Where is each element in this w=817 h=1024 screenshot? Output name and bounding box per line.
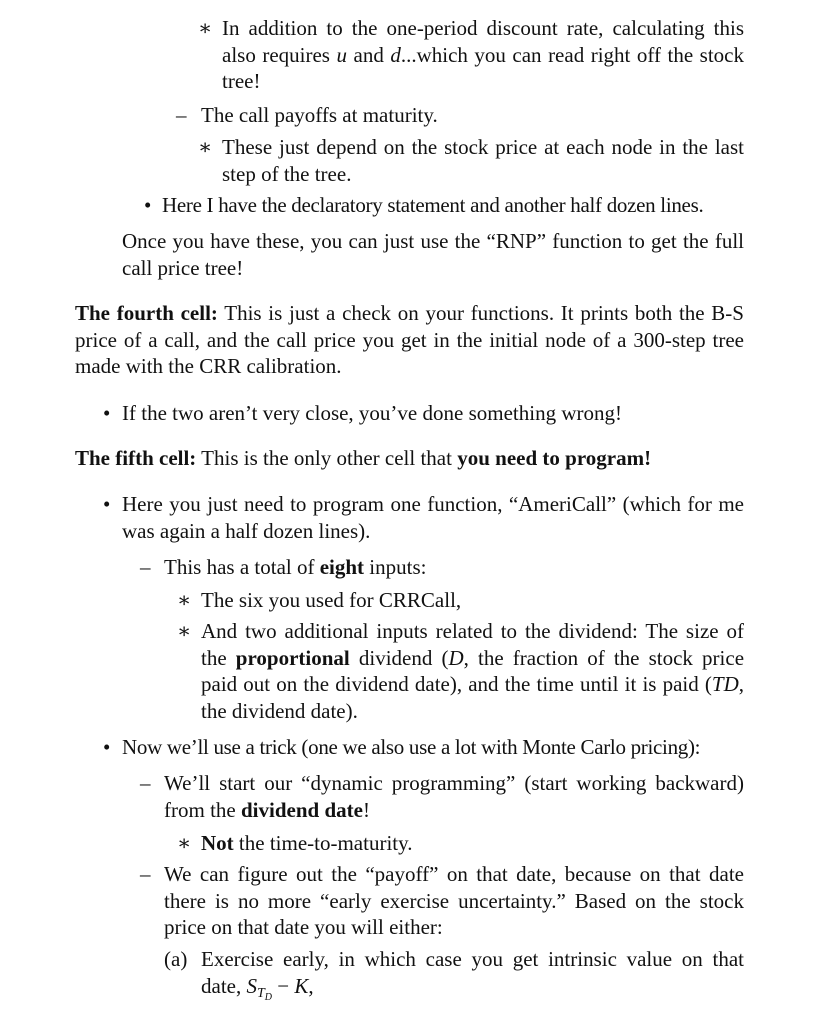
text-span: Here you just need to program one function, “AmeriCall” (which for me was again a half dozen lines). (122, 492, 744, 543)
text-span: If the two aren’t very close, you’ve done something wrong! (122, 401, 622, 425)
list-item-trick (122, 734, 754, 761)
math-subscript-T: T (256, 985, 265, 1001)
dash-bullet-icon: – (140, 862, 151, 886)
text-span: ! (362, 797, 370, 822)
heading-fourth-cell: The fourth cell: (75, 301, 218, 325)
text-span: , (308, 973, 314, 998)
bullet-icon: • (103, 735, 111, 759)
math-S: S (246, 973, 257, 998)
list-item-not-maturity (201, 830, 744, 857)
list-item-americall (122, 491, 744, 544)
emphasis-text: Not (201, 831, 234, 855)
list-item-discount-rate (222, 15, 744, 95)
list-item-six-crrcall (201, 587, 744, 614)
list-item-not-close (122, 400, 744, 427)
dash-bullet-icon: – (140, 555, 151, 579)
list-item-stock-price-node (222, 134, 744, 187)
text-span: inputs: (364, 555, 427, 579)
paragraph-fourth-cell (75, 300, 744, 380)
emphasis-text: you need to program! (457, 446, 652, 470)
list-item-call-payoffs (201, 102, 744, 129)
text-span: , the fraction of the stock price paid out on the dividend date), and the time until it is paid ( (201, 645, 745, 696)
dash-bullet-icon: – (140, 771, 151, 795)
text-span: − (272, 973, 295, 998)
math-u: u (336, 42, 347, 67)
list-item-exercise-early (201, 946, 744, 1011)
text-span: the time-to-maturity. (233, 831, 413, 855)
text-span: We can figure out the “payoff” on that date, because on that date there is no more “early exercise uncertainty.” Based on the stock price on that date you will either: (164, 862, 744, 939)
text-span: Now we’ll use a trick (one we also use a lot with Monte Carlo pricing): (122, 735, 701, 759)
emphasis-text: eight (319, 555, 365, 579)
list-item-declaratory (162, 192, 752, 219)
text-span: The call payoffs at maturity. (201, 103, 438, 127)
paragraph-once-you-have (122, 228, 744, 281)
asterisk-bullet-icon: ∗ (177, 619, 192, 643)
bullet-icon: • (103, 492, 111, 516)
bullet-icon: • (144, 193, 152, 217)
math-TD: TD (711, 672, 739, 696)
emphasis-text: dividend date (240, 797, 363, 822)
text-span: Here I have the declaratory statement and another half dozen lines. (162, 193, 704, 217)
math-D: D (448, 645, 464, 670)
text-span: And two additional inputs related to the dividend: The size of the (201, 619, 744, 670)
paragraph-fifth-cell (75, 445, 744, 472)
emphasis-text: proportional (235, 645, 350, 670)
text-span: This is just a check on your functions. It prints both the B-S price of a call, and the call price you get in the initial node of a 300-step tree made with the CRR calibration. (75, 301, 744, 378)
asterisk-bullet-icon: ∗ (198, 135, 213, 159)
heading-fifth-cell: The fifth cell: (75, 446, 197, 470)
text-span: and (346, 42, 391, 67)
asterisk-bullet-icon: ∗ (198, 16, 213, 40)
text-span: ...which you can read right off the stock tree! (222, 42, 744, 93)
text-span: Exercise early, in which case you get intrinsic value on that date, (201, 947, 744, 998)
list-item-dynamic-programming (164, 770, 744, 823)
text-span: This is the only other cell that (196, 446, 458, 470)
text-span: The six you used for CRRCall, (201, 588, 462, 612)
text-span: , the dividend date). (201, 672, 744, 723)
bullet-icon: • (103, 401, 111, 425)
asterisk-bullet-icon: ∗ (177, 831, 192, 855)
math-K: K (294, 973, 309, 998)
text-span: This has a total of (164, 555, 320, 579)
list-item-payoff-date (164, 861, 744, 941)
math-subsubscript-D: D (264, 991, 273, 1003)
list-item-two-dividend (201, 618, 744, 724)
dash-bullet-icon: – (176, 103, 187, 127)
text-span: These just depend on the stock price at each node in the last step of the tree. (222, 135, 744, 186)
math-d: d (390, 42, 401, 67)
list-item-eight-inputs (164, 554, 744, 581)
text-span: We’ll start our “dynamic programming” (start working backward) from the (164, 771, 744, 822)
text-span: Once you have these, you can just use the “RNP” function to get the full call price tree! (122, 229, 744, 280)
text-span: dividend ( (349, 645, 449, 670)
text-span: In addition to the one-period discount rate, calculating this also requires (222, 16, 744, 67)
asterisk-bullet-icon: ∗ (177, 588, 192, 612)
enumeration-label: (a) (164, 947, 188, 971)
